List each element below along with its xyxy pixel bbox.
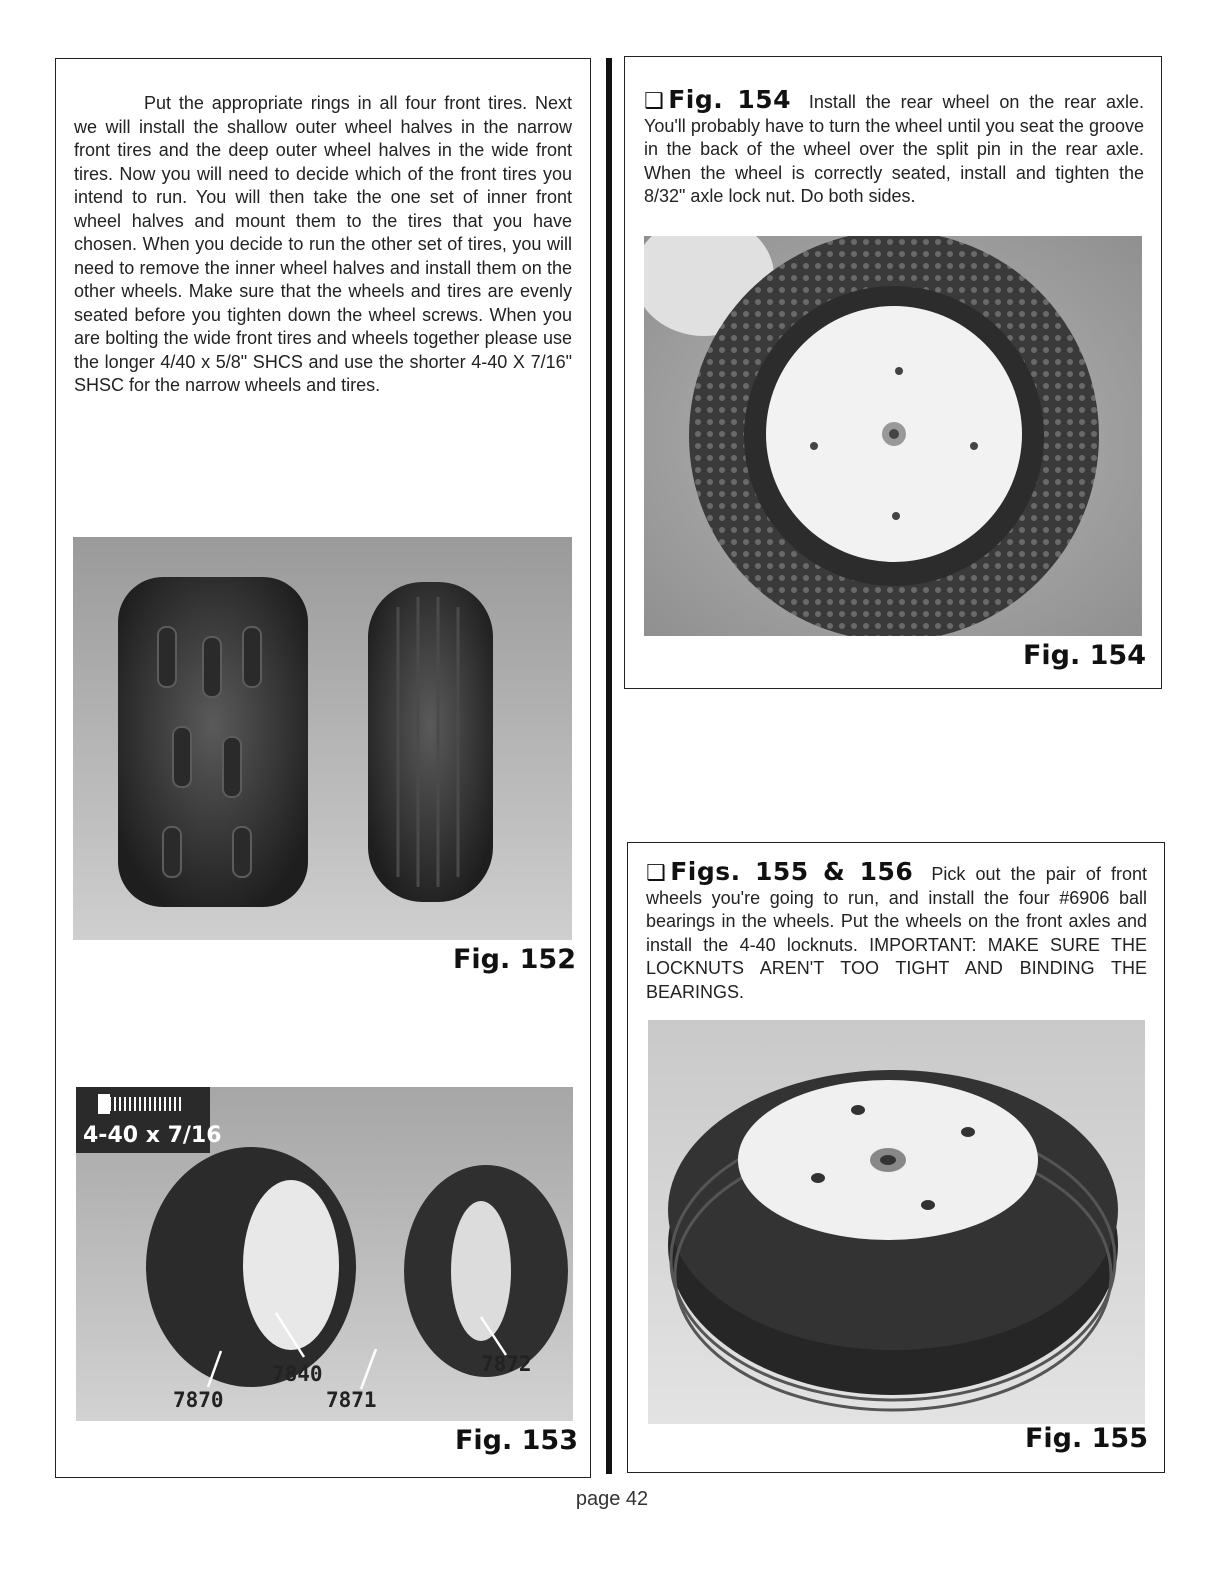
fig154-caption: Fig. 154 [1022,640,1146,671]
fig154-text-block [644,85,1144,209]
checkbox-icon[interactable]: ❑ [644,89,665,114]
page-number: page 42 [575,1488,649,1510]
checkbox-icon[interactable]: ❑ [646,861,667,886]
fig154-heading-line [644,85,791,114]
callout-7870: 7870 [173,1388,224,1412]
fig155-caption: Fig. 155 [1024,1423,1148,1454]
screw-size-label [76,1087,222,1153]
fig152-caption: Fig. 152 [452,944,576,975]
callout-7871: 7871 [326,1388,377,1412]
fig155-heading: Figs. 155 & 156 [670,857,914,886]
fig155-photo [648,1020,1145,1424]
fig155-text-block [646,857,1147,1004]
fig154-photo [644,236,1142,636]
screw-size-text: 4-40 x 7/16 [83,1123,222,1148]
fig154-body: Install the rear wheel on the rear axle. You'll probably have to turn the wheel until you seat the groove in the back of the wheel over the split pin in the rear axle. When the wheel is correctly seated, install and tighten the 8/32" axle lock nut. Do both sides. [644,92,1144,206]
callout-7840: 7840 [272,1362,323,1386]
left-paragraph: Put the appropriate rings in all four front tires. Next we will install the shallow outer wheel halves in the narrow front tires and the deep outer wheel halves in the wide front tires. Now you will need to decide which of the front tires you intend to run. You will then take the one set of inner front wheel halves and mount them to the tires that you have chosen. When you decide to run the other set of tires, you will need to remove the inner wheel halves and install them on the other wheels. Make sure that the wheels and tires are evenly seated before you tighten down the wheel screws. When you are bolting the wide front tires and wheels together please use the longer 4/40 x 5/8" SHCS and use the shorter 4-40 X 7/16" SHSC for the narrow wheels and tires. [74,93,572,395]
fig152-photo [73,537,572,940]
callout-7872: 7872 [481,1352,532,1376]
fig153-caption: Fig. 153 [454,1425,578,1456]
fig155-body: Pick out the pair of front wheels you're going to run, and install the four #6906 ball bearings in the wheels. Put the wheels on the front axles and install the 4-40 locknuts. IMPORTANT: MAKE SURE THE LOCKNUTS AREN'T TOO TIGHT AND BINDING THE BEARINGS. [646,864,1147,1002]
screw-icon [104,1097,184,1111]
column-divider [606,58,612,1474]
fig154-heading: Fig. 154 [668,85,792,114]
fig155-heading-line [646,857,913,886]
